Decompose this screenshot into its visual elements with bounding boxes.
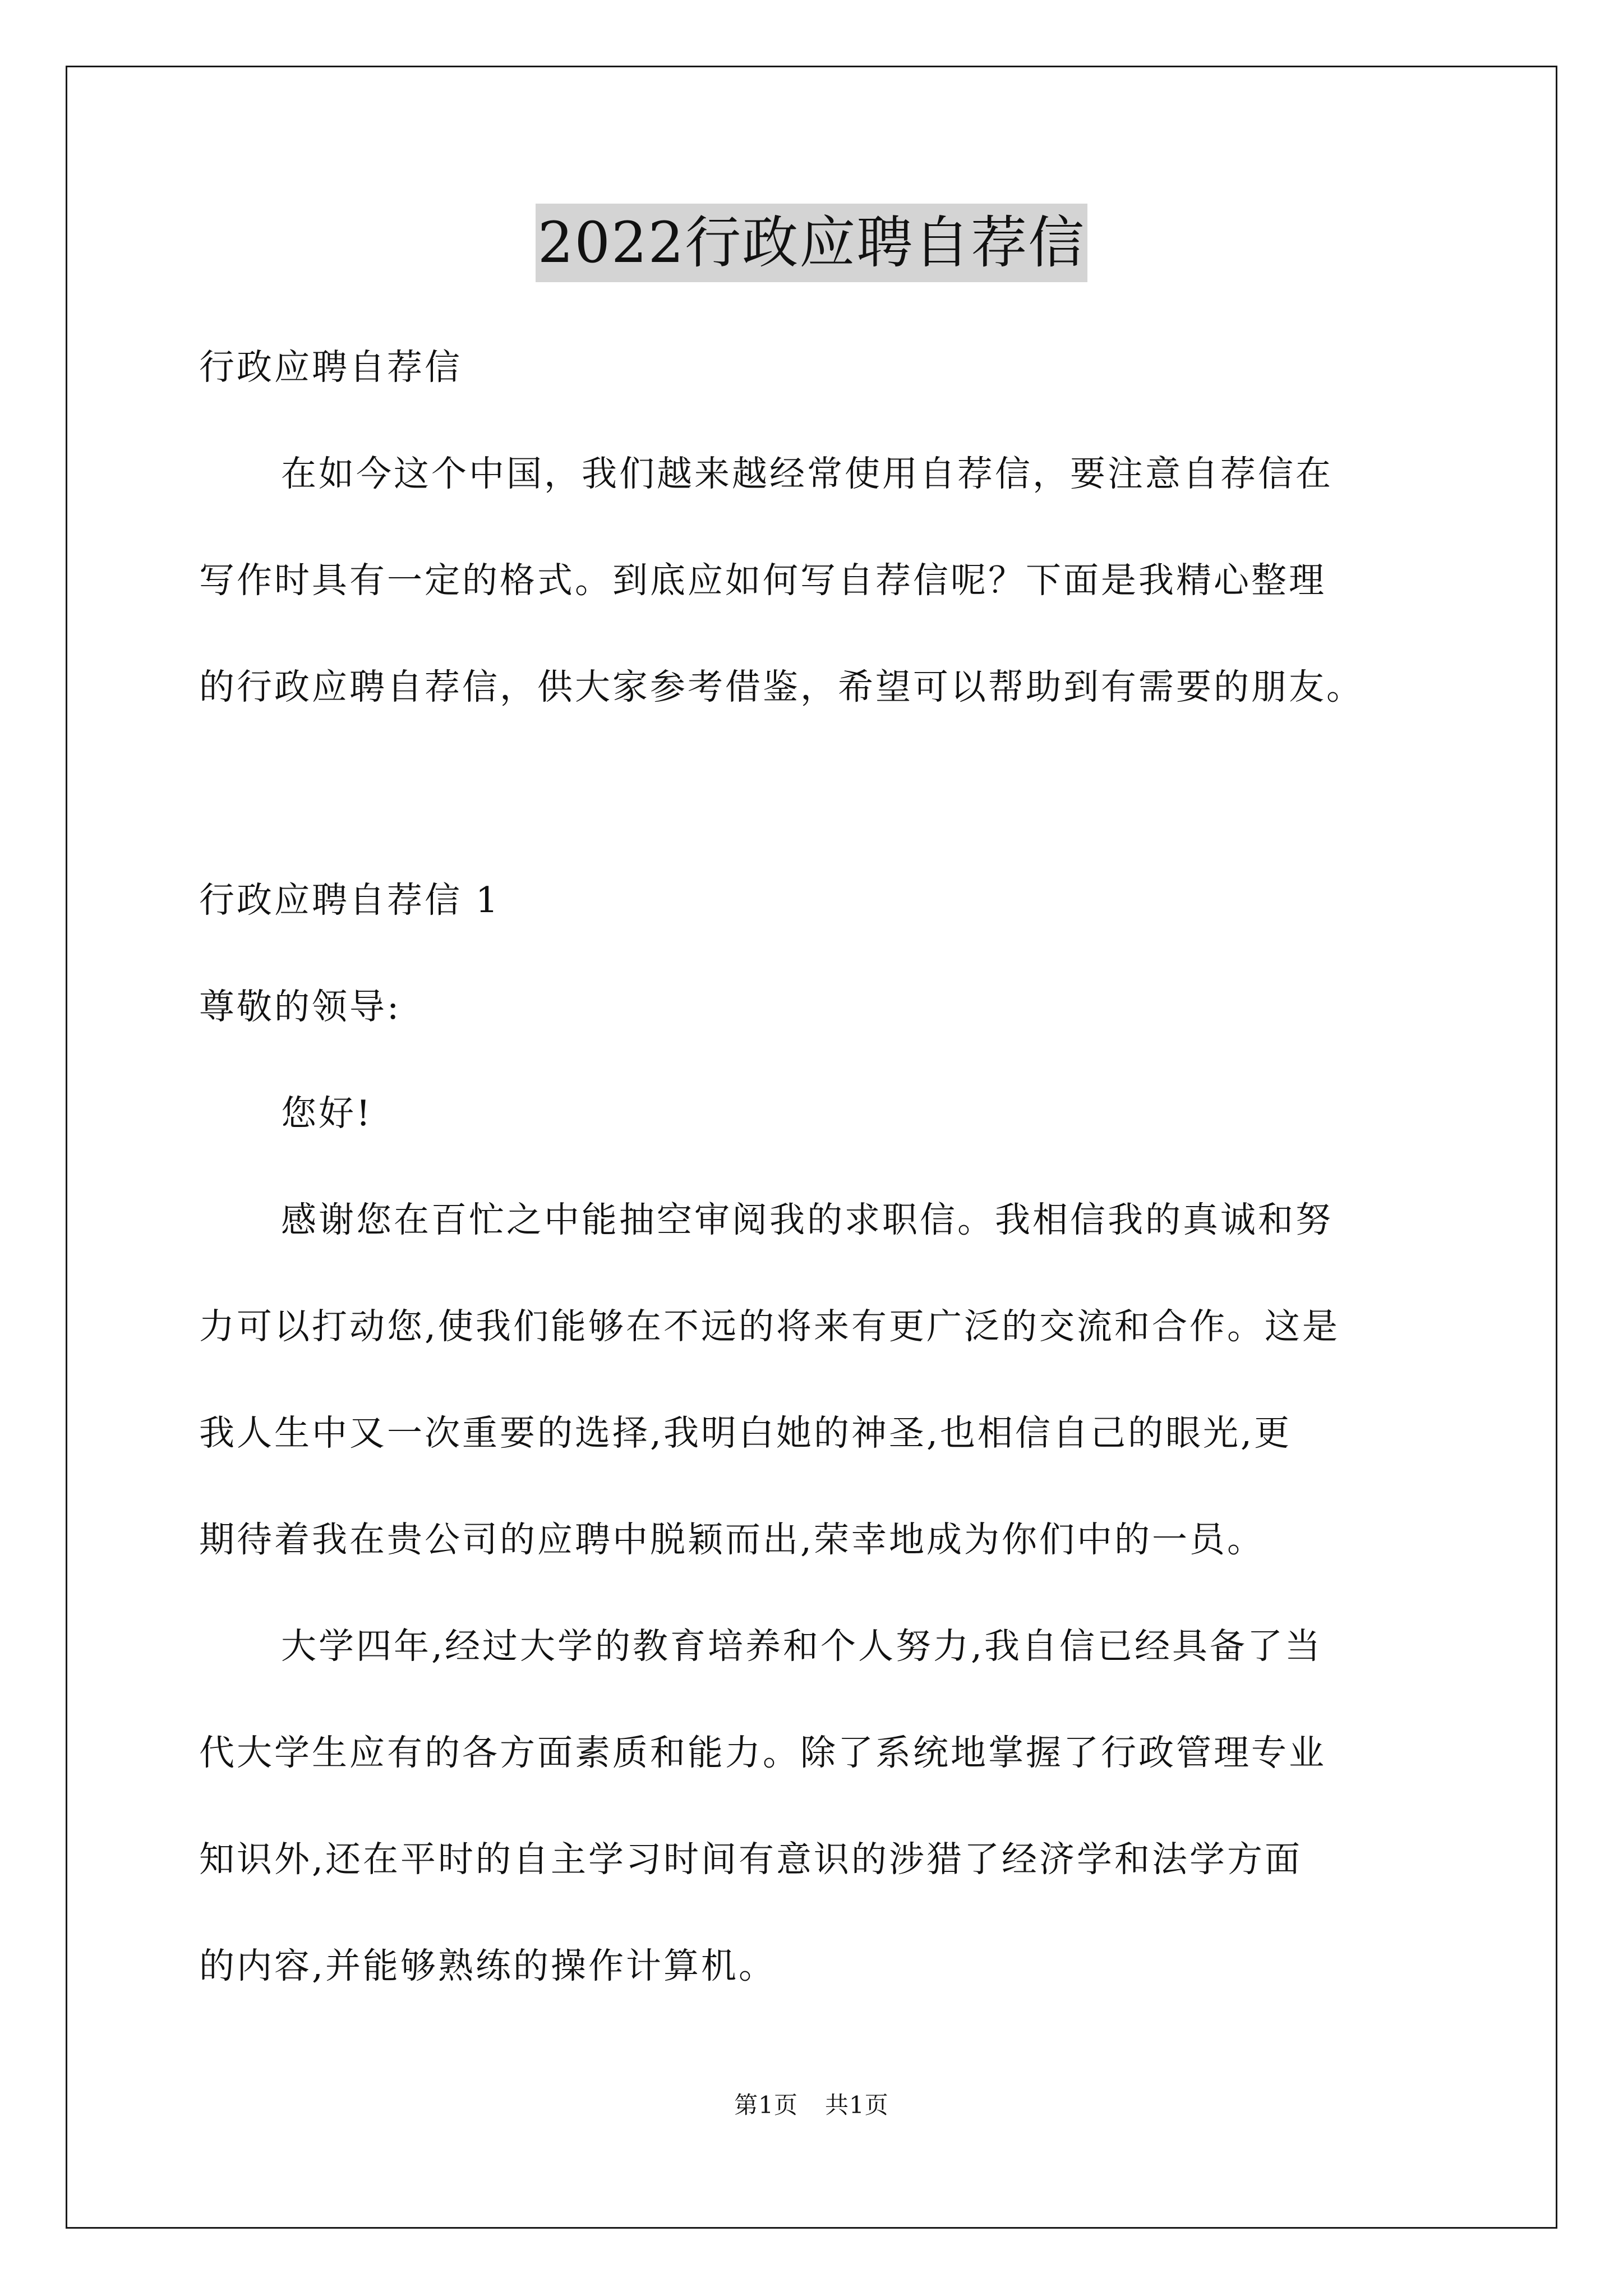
- title-container: [0, 204, 1623, 282]
- intro-line: 在如今这个中国，我们越来越经常使用自荐信，要注意自荐信在: [281, 453, 1333, 494]
- intro-line: 的行政应聘自荐信，供大家参考借鉴，希望可以帮助到有需要的朋友。: [199, 666, 1364, 707]
- page-footer: [0, 2087, 1623, 2120]
- greeting: 您好!: [281, 1093, 373, 1134]
- paragraph-line: 期待着我在贵公司的应聘中脱颖而出,荣幸地成为你们中的一员。: [199, 1519, 1265, 1560]
- paragraph-line: 感谢您在百忙之中能抽空审阅我的求职信。我相信我的真诚和努: [281, 1199, 1333, 1240]
- page-number: 第1页: [734, 2091, 798, 2119]
- section-title: 行政应聘自荐信 1: [199, 880, 501, 921]
- spacer: [199, 740, 1427, 847]
- document-title: 2022行政应聘自荐信: [536, 204, 1088, 282]
- paragraph-line: 知识外,还在平时的自主学习时间有意识的涉猎了经济学和法学方面: [199, 1839, 1303, 1880]
- paragraph-line: 代大学生应有的各方面素质和能力。除了系统地掌握了行政管理专业: [199, 1732, 1326, 1773]
- paragraph-line: 力可以打动您,使我们能够在不远的将来有更广泛的交流和合作。这是: [199, 1306, 1340, 1347]
- salutation: 尊敬的领导:: [199, 986, 402, 1027]
- document-heading: 行政应聘自荐信: [199, 347, 462, 388]
- paragraph-line: 的内容,并能够熟练的操作计算机。: [199, 1945, 777, 1986]
- page-total: 共1页: [825, 2091, 889, 2119]
- intro-line: 写作时具有一定的格式。到底应如何写自荐信呢？下面是我精心整理: [199, 560, 1326, 601]
- document-body: [199, 314, 1427, 2019]
- paragraph-line: 大学四年,经过大学的教育培养和个人努力,我自信已经具备了当: [281, 1626, 1323, 1667]
- paragraph-line: 我人生中又一次重要的选择,我明白她的神圣,也相信自己的眼光,更: [199, 1412, 1292, 1453]
